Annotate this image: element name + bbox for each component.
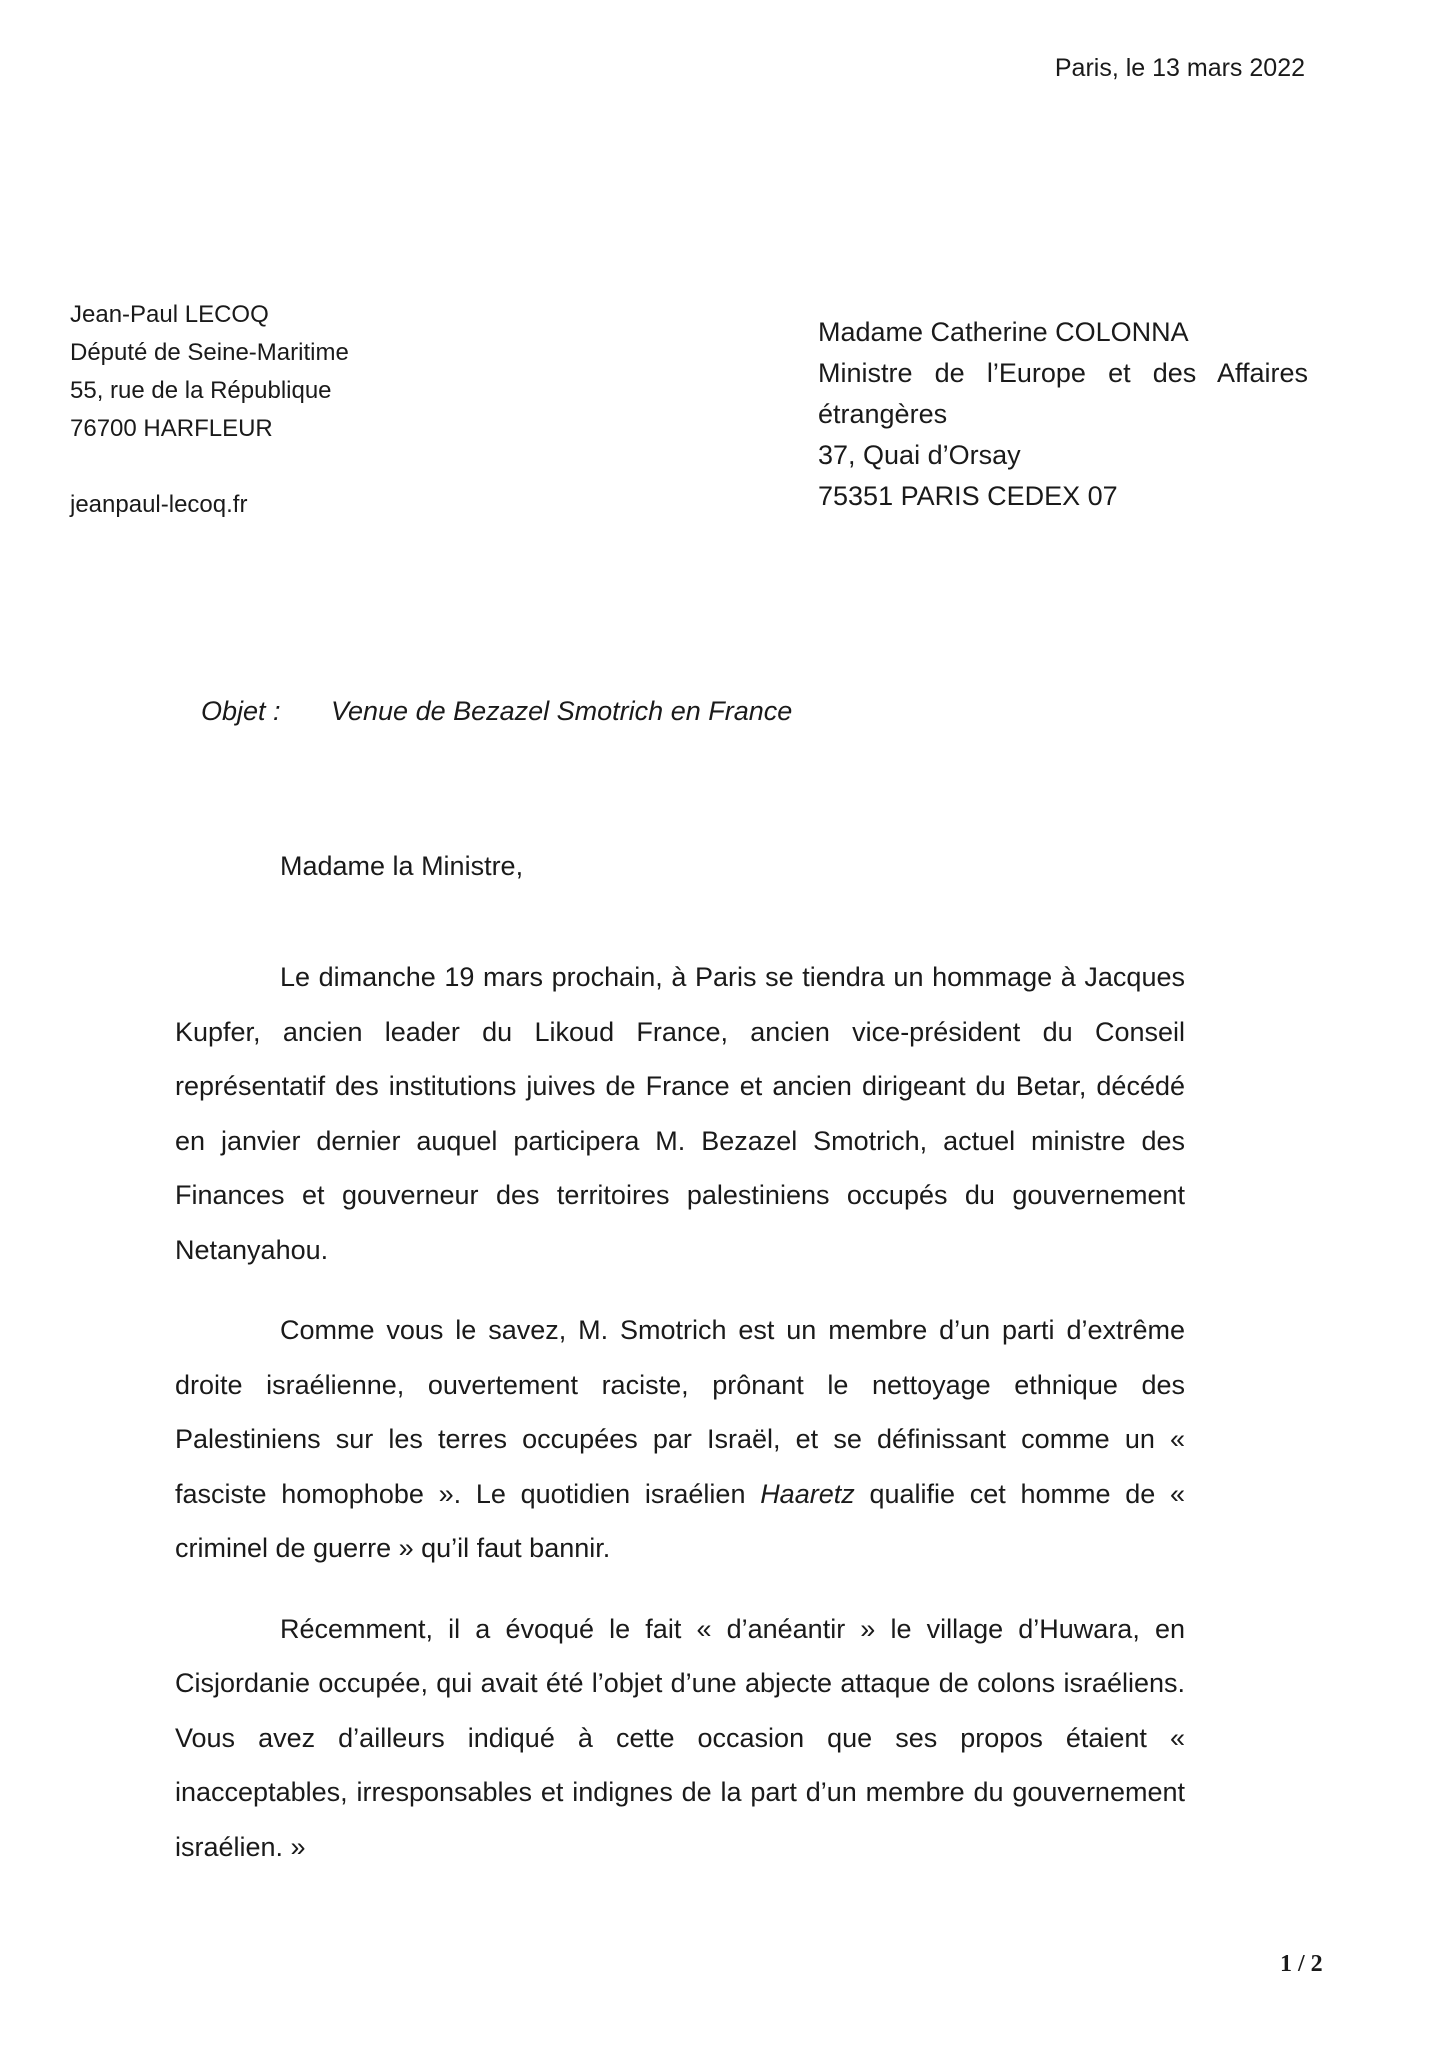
letter-body [175, 950, 1185, 1900]
recipient-name: Madame Catherine COLONNA [818, 317, 1189, 347]
sender-address-street: 55, rue de la République [70, 377, 332, 404]
letter-date: Paris, le 13 mars 2022 [1054, 54, 1305, 82]
body-paragraph-2 [175, 1303, 1185, 1576]
sender-website: jeanpaul-lecoq.fr [70, 491, 248, 518]
sender-address-city: 76700 HARFLEUR [70, 415, 273, 442]
sender-block [70, 296, 349, 524]
sender-title: Député de Seine-Maritime [70, 339, 349, 366]
body-paragraph-2-text-end: qualifie cet homme de « criminel de guerre » qu’il faut bannir. [175, 1478, 1186, 1563]
sender-spacer [70, 448, 349, 486]
subject-label: Objet : [201, 696, 281, 726]
body-paragraph-2-text: Comme vous le savez, M. Smotrich est un membre d’un parti d’extrême droite israélienne, ouvertement raciste, prônant le nettoyage ethnique des Palestiniens sur les terres occupées par Israël, et se définissant comme un « fasciste homophobe ». Le quotidien israélien [175, 1315, 1185, 1509]
body-paragraph-3: Récemment, il a évoqué le fait « d’anéantir » le village d’Huwara, en Cisjordanie occupée, qui avait été l’objet d’une abjecte attaque de colons israéliens. Vous avez d’ailleurs indiqué à cette occasion que ses propos étaient « inacceptables, irresponsables et indignes de la part d’un membre du gouvernement israélien. » [175, 1613, 1185, 1862]
body-paragraph-1: Le dimanche 19 mars prochain, à Paris se tiendra un hommage à Jacques Kupfer, ancien leader du Likoud France, ancien vice-président du Conseil représentatif des institutions juives de France et ancien dirigeant du Betar, décédé en janvier dernier auquel participera M. Bezazel Smotrich, actuel ministre des Finances et gouverneur des territoires palestiniens occupés du gouvernement Netanyahou. [175, 962, 1185, 1265]
recipient-address-city: 75351 PARIS CEDEX 07 [818, 481, 1118, 511]
recipient-address-street: 37, Quai d’Orsay [818, 440, 1021, 470]
subject-line [201, 696, 792, 727]
salutation: Madame la Ministre, [280, 851, 524, 881]
recipient-block [818, 312, 1308, 517]
subject-text: Venue de Bezazel Smotrich en France [331, 696, 793, 726]
recipient-title-line2: étrangères [818, 399, 948, 429]
newspaper-name: Haaretz [760, 1478, 855, 1509]
page-number: 1 / 2 [1280, 1951, 1323, 1977]
sender-name: Jean-Paul LECOQ [70, 301, 269, 328]
recipient-title-line1: Ministre de l’Europe et des Affaires [818, 358, 1308, 388]
